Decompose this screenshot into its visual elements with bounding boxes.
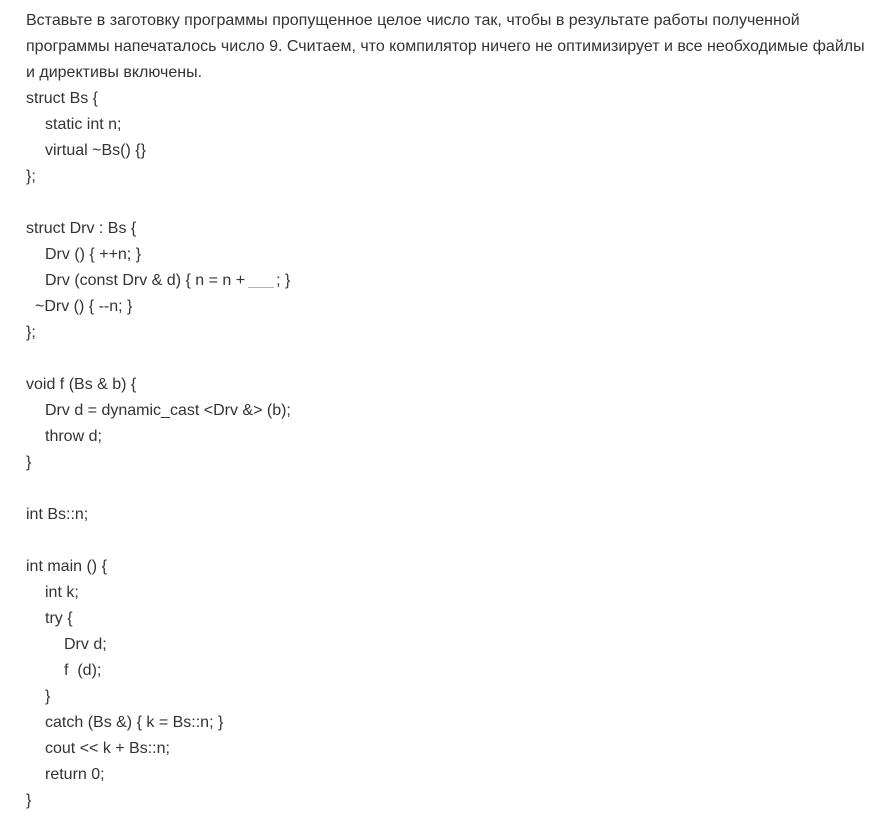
code-line: ~Drv () { --n; }: [35, 298, 133, 315]
empty-line: [26, 346, 866, 372]
code-line: static int n;: [45, 116, 122, 133]
empty-line: [26, 190, 866, 216]
code-line: try {: [45, 610, 73, 627]
empty-line: [26, 476, 866, 502]
code-line: int k;: [45, 584, 79, 601]
code-line: };: [26, 324, 36, 341]
code-listing: [26, 86, 866, 814]
code-fragment: ; }: [276, 272, 291, 289]
code-line: Drv () { ++n; }: [45, 246, 142, 263]
code-line: struct Bs {: [26, 90, 99, 107]
code-line: struct Drv : Bs {: [26, 220, 137, 237]
code-line: Drv d = dynamic_cast <Drv &> (b);: [45, 402, 291, 419]
code-line: void f (Bs & b) {: [26, 376, 137, 393]
missing-number-blank: [248, 270, 274, 288]
code-line: Drv d;: [64, 636, 107, 653]
code-line: int Bs::n;: [26, 506, 89, 523]
code-line: catch (Bs &) { k = Bs::n; }: [45, 714, 224, 731]
code-line: virtual ~Bs() {}: [45, 142, 146, 159]
code-fragment: Drv (const Drv & d) { n = n +: [45, 272, 246, 289]
empty-line: [26, 528, 866, 554]
code-line: };: [26, 168, 36, 185]
code-line: }: [26, 792, 32, 809]
code-line: cout << k + Bs::n;: [45, 740, 170, 757]
task-content: [26, 8, 866, 814]
code-line: f (d);: [64, 662, 102, 679]
task-statement: Вставьте в заготовку программы пропущенное целое число так, чтобы в результате работы полученной программы напечаталось число 9. Считаем, что компилятор ничего не оптимизирует и все необходимые файлы и директивы включены.: [26, 12, 865, 81]
code-line-with-blank: [26, 268, 866, 294]
code-line: throw d;: [45, 428, 102, 445]
code-line: }: [26, 454, 32, 471]
code-line: return 0;: [45, 766, 105, 783]
code-line: int main () {: [26, 558, 107, 575]
code-line: }: [45, 688, 51, 705]
